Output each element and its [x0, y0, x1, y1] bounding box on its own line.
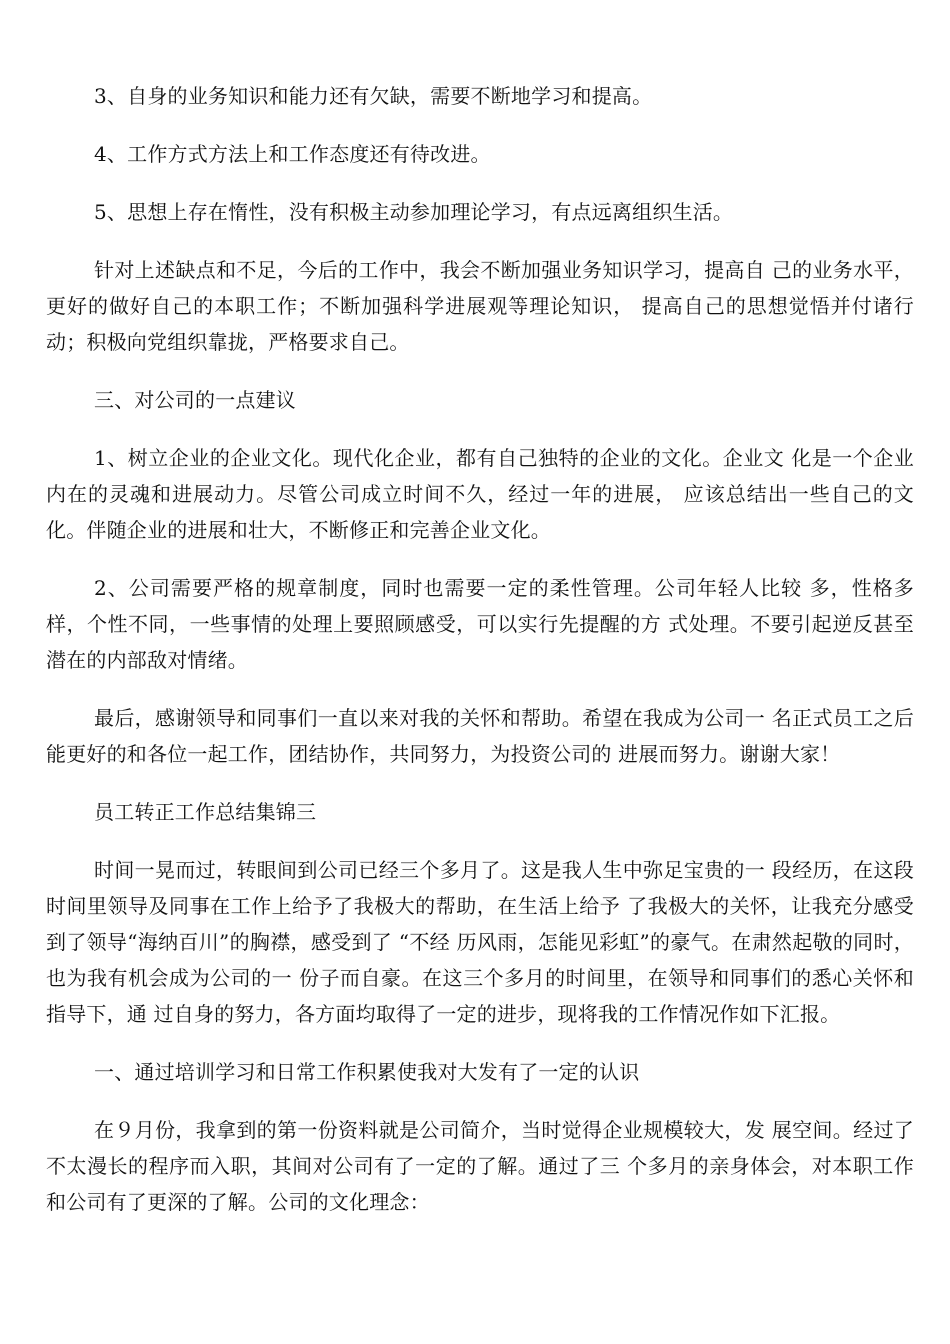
article-title-three: 员工转正工作总结集锦三 [94, 800, 317, 824]
section-heading-suggestions: 三、对公司的一点建议 [94, 388, 296, 412]
improvement-plan-paragraph: 针对上述缺点和不足，今后的工作中，我会不断加强业务知识学习，提高自 己的业务水平，更好的做好自己的本职工作；不断加强科学进展观等理论知识， 提高自己的思想觉悟并付诸行动；积极向党组织靠拢，严格要求自己。 [46, 258, 914, 354]
document-page [46, 78, 914, 1242]
paragraph-item-4: 4、工作方式方法上和工作态度还有待改进。 [94, 142, 491, 166]
september-paragraph: 在９月份，我拿到的第一份资料就是公司简介，当时觉得企业规模较大，发 展空间。经过了不太漫长的程序而入职，其间对公司有了一定的了解。通过了三 个多月的亲身体会，对本职工作和公司有了更深的了解。公司的文化理念： [46, 1118, 914, 1214]
section-heading-training: 一、通过培训学习和日常工作积累使我对大发有了一定的认识 [94, 1060, 640, 1084]
intro-paragraph: 时间一晃而过，转眼间到公司已经三个多月了。这是我人生中弥足宝贵的一 段经历，在这段时间里领导及同事在工作上给予了我极大的帮助，在生活上给予 了我极大的关怀，让我充分感受到了领导“海纳百川”的胸襟，感受到了 “不经 历风雨，怎能见彩虹”的豪气。在肃然起敬的同时，也为我有机会成为公司的一 份子而自豪。在这三个多月的时间里，在领导和同事们的悉心关怀和指导下，通 过自身的努力，各方面均取得了一定的进步，现将我的工作情况作如下汇报。 [46, 858, 914, 1026]
paragraph-item-5: 5、思想上存在惰性，没有积极主动参加理论学习，有点远离组织生活。 [94, 200, 734, 224]
closing-thanks-paragraph: 最后，感谢领导和同事们一直以来对我的关怀和帮助。希望在我成为公司一 名正式员工之后能更好的和各位一起工作，团结协作，共同努力，为投资公司的 进展而努力。谢谢大家！ [46, 706, 914, 766]
paragraph-item-3: 3、自身的业务知识和能力还有欠缺，需要不断地学习和提高。 [94, 84, 653, 108]
suggestion-paragraph-2: 2、公司需要严格的规章制度，同时也需要一定的柔性管理。公司年轻人比较 多，性格多样，个性不同，一些事情的处理上要照顾感受，可以实行先提醒的方 式处理。不要引起逆反甚至潜在的内部敌对情绪。 [46, 576, 914, 672]
suggestion-paragraph-1: 1、树立企业的企业文化。现代化企业，都有自己独特的企业的文化。企业文 化是一个企业内在的灵魂和进展动力。尽管公司成立时间不久，经过一年的进展， 应该总结出一些自己的文化。伴随企业的进展和壮大，不断修正和完善企业文化。 [46, 446, 914, 542]
